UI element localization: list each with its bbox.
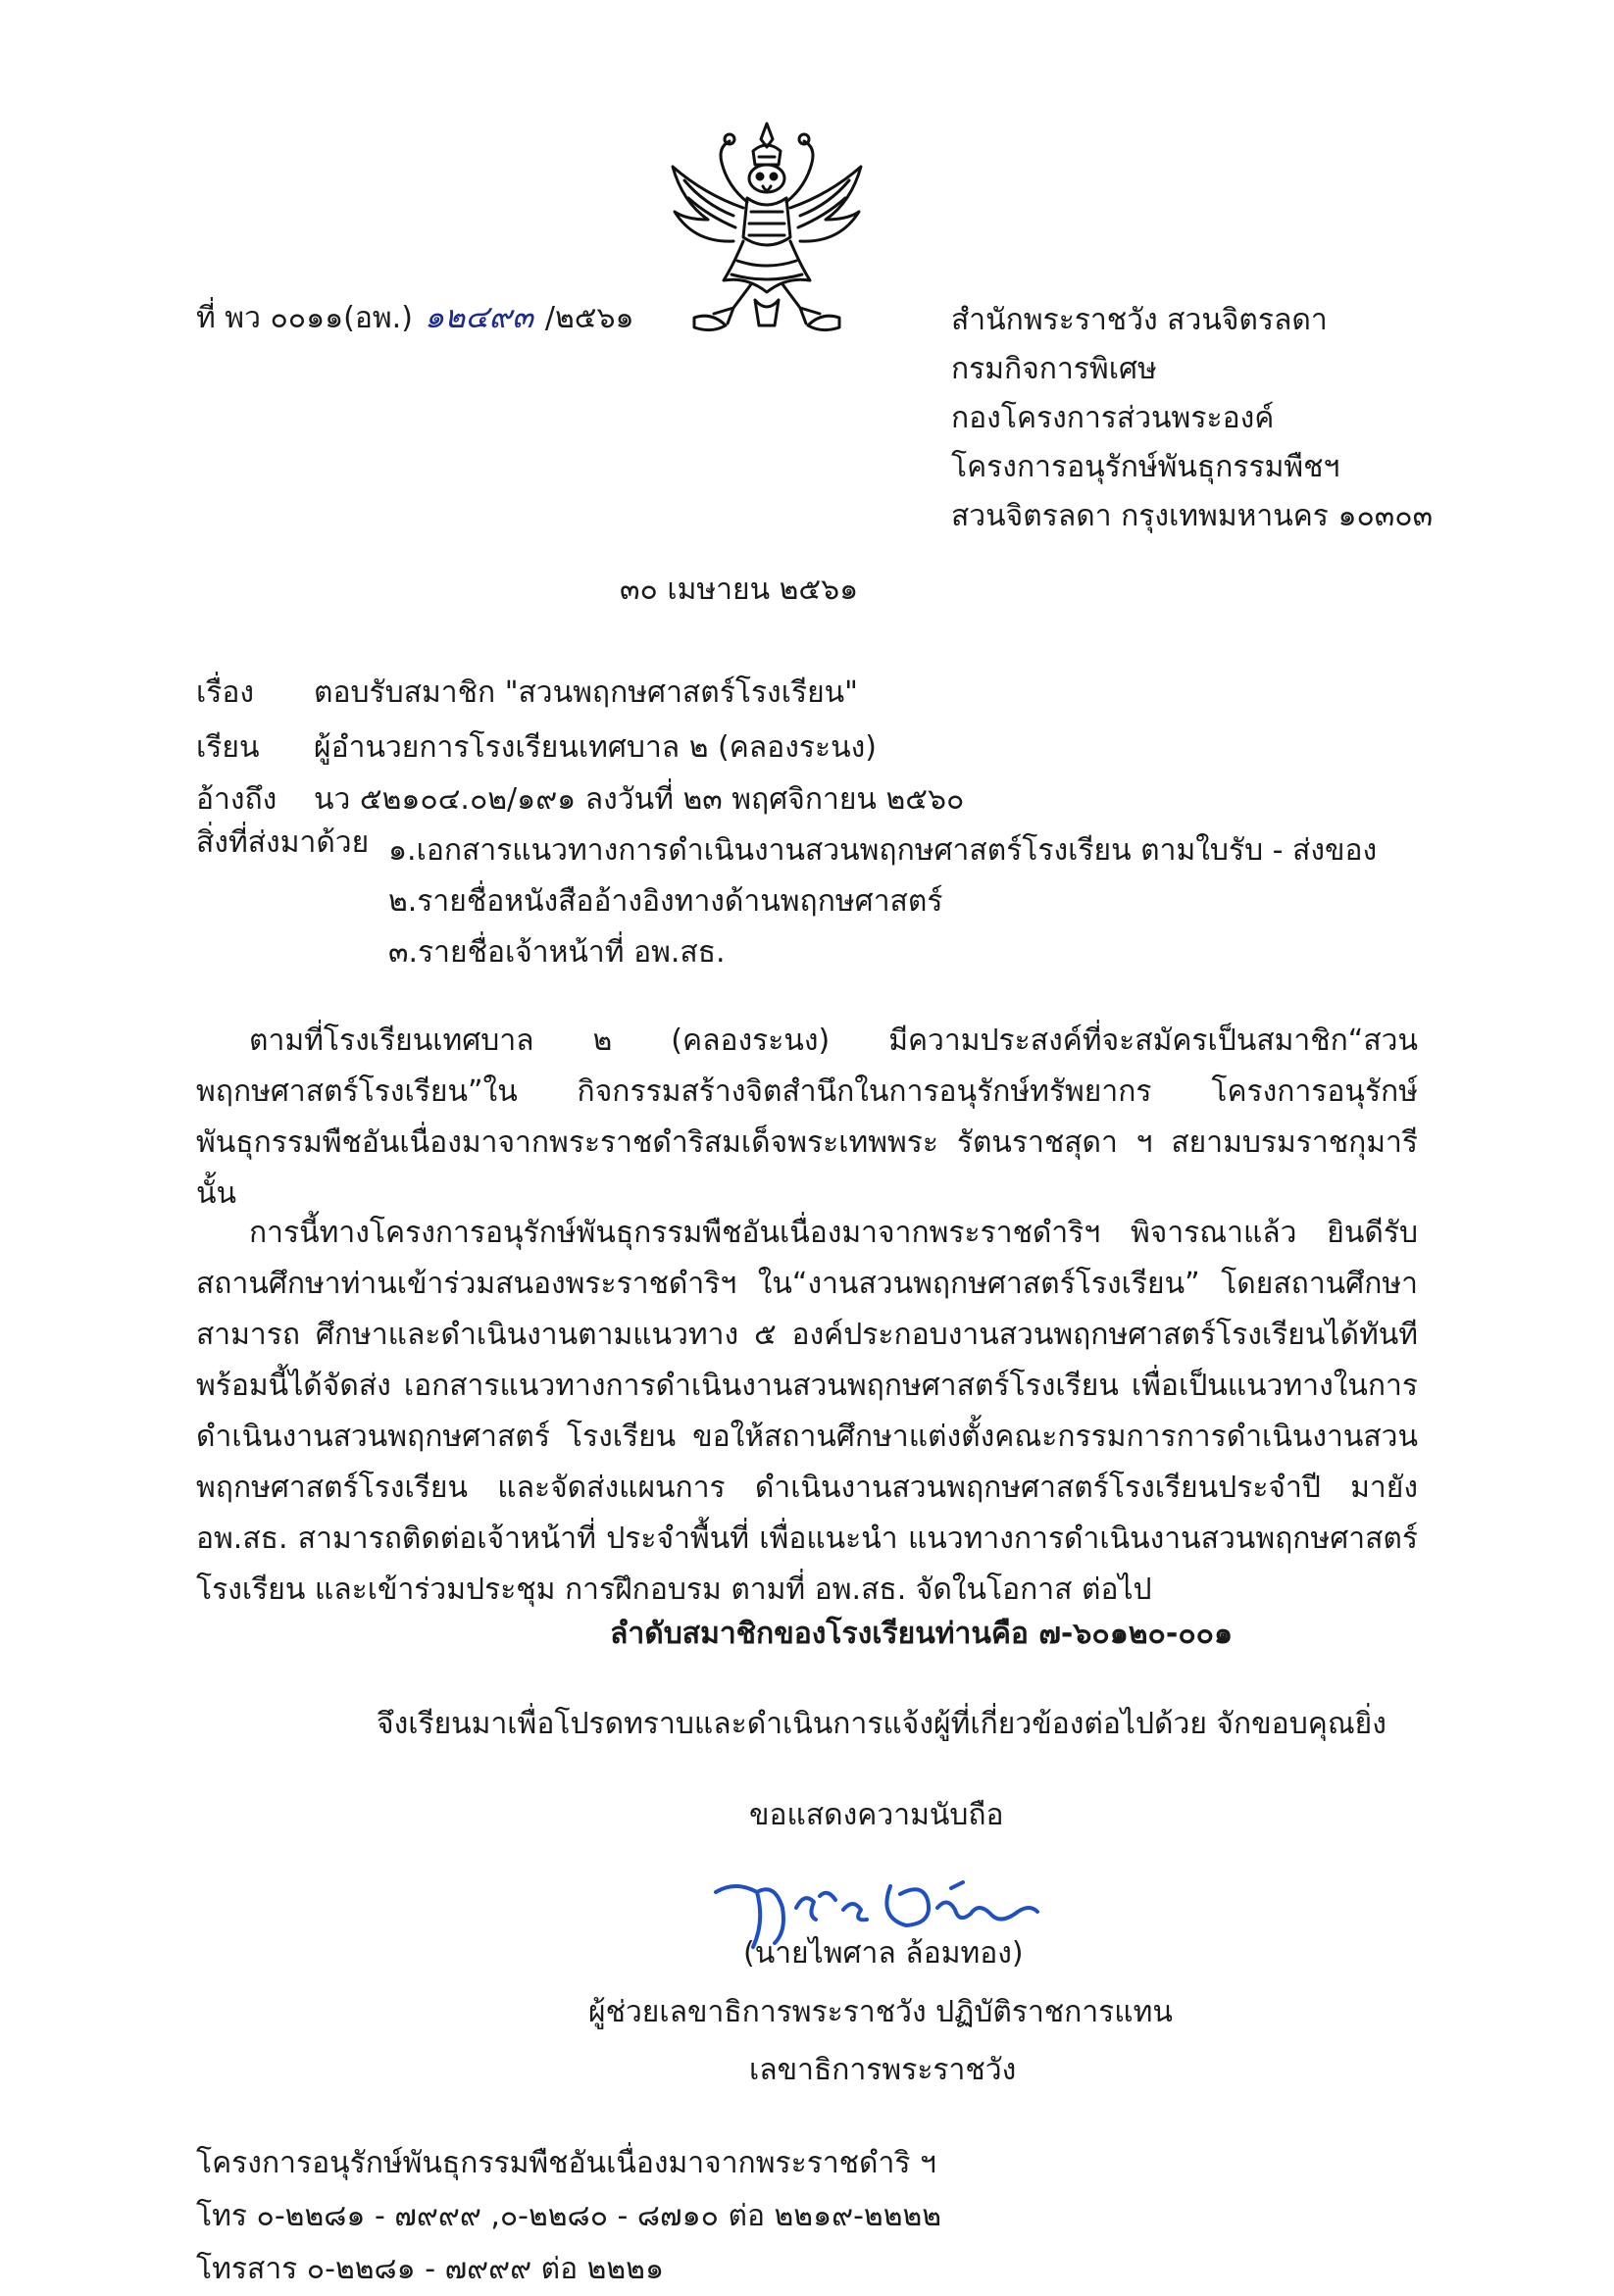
- paragraph-text: การนี้ทางโครงการอนุรักษ์พันธุกรรมพืชอันเนื่องมาจากพระราชดำริฯ พิจารณาแล้ว ยินดีรับ สถานศึกษาท่านเข้าร่วมสนองพระราชดำริฯ ใน“งานสวนพฤกษศาสตร์โรงเรียน” โดยสถานศึกษาสามารถ ศึกษาและดำเนินงานตามแนวทาง ๕ องค์ประกอบงานสวนพฤกษศาสตร์โรงเรียนได้ทันที พร้อมนี้ได้จัดส่ง เอกสารแนวทางการดำเนินงานสวนพฤกษศาสตร์โรงเรียน เพื่อเป็นแนวทางในการดำเนินงานสวนพฤกษศาสตร์ โรงเรียน ขอให้สถานศึกษาแต่งตั้งคณะกรรมการการดำเนินงานสวนพฤกษศาสตร์โรงเรียน และจัดส่งแผนการ ดำเนินงานสวนพฤกษศาสตร์โรงเรียนประจำปี มายัง อพ.สธ. สามารถติดต่อเจ้าหน้าที่ ประจำพื้นที่ เพื่อแนะนำ แนวทางการดำเนินงานสวนพฤกษศาสตร์โรงเรียน และเข้าร่วมประชุม การฝึกอบรม ตามที่ อพ.สธ. จัดในโอกาส ต่อไป: [196, 1216, 1418, 1607]
- address-line: สำนักพระราชวัง สวนจิตรลดา: [951, 303, 1328, 337]
- body-paragraph-2: [196, 1208, 1418, 1616]
- recipient-value: ผู้อำนวยการโรงเรียนเทศบาล ๒ (คลองระนง): [314, 730, 877, 765]
- paragraph-text: ตามที่โรงเรียนเทศบาล ๒ (คลองระนง) มีความประสงค์ที่จะสมัครเป็นสมาชิก“สวนพฤกษศาสตร์โรงเรียน”ใน กิจกรรมสร้างจิตสำนึกในการอนุรักษ์ทรัพยากร โครงการอนุรักษ์พันธุกรรมพืชอันเนื่องมาจากพระราชดำริสมเด็จพระเทพพระ รัตนราชสุดา ฯ สยามบรมราชกุมารี นั้น: [196, 1023, 1418, 1211]
- letter-date: ๓๐ เมษายน ๒๕๖๑: [620, 573, 859, 607]
- regards: ขอแสดงความนับถือ: [749, 1798, 1004, 1832]
- subject-label: เรื่อง: [196, 675, 255, 710]
- footer-contact: [196, 2137, 941, 2296]
- address-line: สวนจิตรลดา กรุงเทพมหานคร ๑๐๓๐๓: [951, 499, 1434, 533]
- body-paragraph-1: [196, 1016, 1418, 1220]
- enclosures-label: สิ่งที่ส่งมาด้วย: [196, 825, 370, 860]
- signer-title: ผู้ช่วยเลขาธิการพระราชวัง ปฏิบัติราชการแทน: [588, 1995, 1173, 2029]
- enclosure-item: ๓.รายชื่อเจ้าหน้าที่ อพ.สธ.: [388, 935, 726, 970]
- member-number: ลำดับสมาชิกของโรงเรียนท่านคือ ๗-๖๐๑๒๐-๐๐๑: [610, 1617, 1233, 1651]
- garuda-emblem: [665, 118, 869, 335]
- subject-value: ตอบรับสมาชิก "สวนพฤกษศาสตร์โรงเรียน": [314, 675, 858, 710]
- reference-prefix: ที่ พว ๐๐๑๑(อพ.): [196, 301, 413, 335]
- reference-number: [196, 298, 634, 336]
- closing-sentence: จึงเรียนมาเพื่อโปรดทราบและดำเนินการแจ้งผู้ที่เกี่ยวข้องต่อไปด้วย จักขอบคุณยิ่ง: [377, 1707, 1387, 1741]
- reference-to-label: อ้างถึง: [196, 782, 277, 817]
- address-line: กรมกิจการพิเศษ: [951, 352, 1157, 386]
- recipient-row: [196, 724, 877, 773]
- reference-to-row: [196, 775, 964, 824]
- reference-year: /๒๕๖๑: [544, 301, 634, 335]
- address-line: โครงการอนุรักษ์พันธุกรรมพืชฯ: [951, 450, 1340, 484]
- footer-org: โครงการอนุรักษ์พันธุกรรมพืชอันเนื่องมาจากพระราชดำริ ฯ: [196, 2146, 936, 2180]
- sender-address: [951, 296, 1433, 541]
- footer-phone: โทร ๐-๒๒๘๑ - ๗๙๙๙ ,๐-๒๒๘๐ - ๘๗๑๐ ต่อ ๒๒๑๙-๒๒๒๒: [196, 2199, 942, 2233]
- enclosure-item: ๒.รายชื่อหนังสืออ้างอิงทางด้านพฤกษศาสตร์: [388, 884, 943, 919]
- signer-title-secondary: เลขาธิการพระราชวัง: [749, 2053, 1017, 2087]
- address-line: กองโครงการส่วนพระองค์: [951, 401, 1275, 435]
- reference-to-value: นว ๕๒๑๐๔.๐๒/๑๙๑ ลงวันที่ ๒๓ พฤศจิกายน ๒๕๖๐: [314, 782, 965, 817]
- signer-name: (นายไพศาล ล้อมทอง): [743, 1936, 1024, 1971]
- subject-row: [196, 669, 858, 718]
- reference-handwritten-number: ๑๒๔๙๓: [424, 298, 533, 335]
- recipient-label: เรียน: [196, 730, 260, 765]
- footer-fax: โทรสาร ๐-๒๒๘๑ - ๗๙๙๙ ต่อ ๒๒๒๑: [196, 2252, 664, 2286]
- enclosure-item: ๑.เอกสารแนวทางการดำเนินงานสวนพฤกษศาสตร์โรงเรียน ตามใบรับ - ส่งของ: [388, 833, 1378, 868]
- enclosures-list: [388, 825, 1377, 978]
